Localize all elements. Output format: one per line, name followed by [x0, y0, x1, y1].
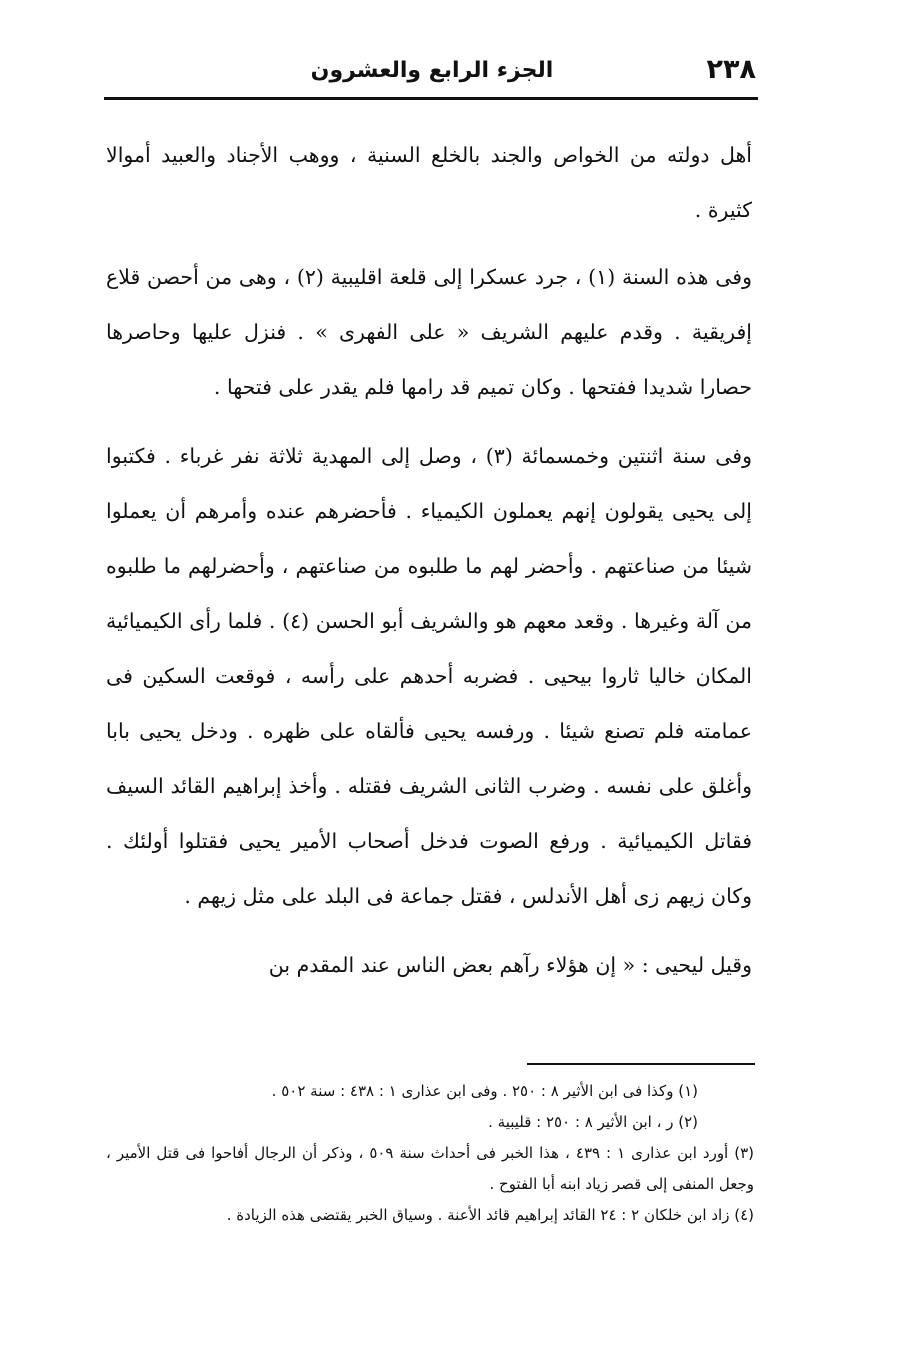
paragraph-1: أهل دولته من الخواص والجند بالخلع السنية ، ووهب الأجناد والعبيد أموالا كثيرة . [106, 143, 752, 222]
footnote-4: (٤) زاد ابن خلكان ٢ : ٢٤ القائد إبراهيم قائد الأعنة . وسياق الخبر يقتضى هذه الزيادة . [226, 1206, 754, 1224]
footnotes [106, 1076, 754, 1231]
body-text [106, 128, 752, 993]
footnote-rule [527, 1063, 755, 1065]
paragraph-3: وفى سنة اثنتين وخمسمائة (٣) ، وصل إلى المهدية ثلاثة نفر غرباء . فكتبوا إلى يحيى يقولون إنهم يعملون الكيمياء . فأحضرهم عنده وأمرهم أن يعملوا شيئا من صناعتهم . وأحضر لهم ما طلبوه من صناعتهم ، وأحضرلهم ما طلبوه من آلة وغيرها . وقعد معهم هو والشريف أبو الحسن (٤) . فلما رأى الكيميائية المكان خاليا ثاروا بيحيى . فضربه أحدهم على رأسه ، فوقعت السكين فى عمامته فلم تصنع شيئا . ورفسه يحيى فألقاه على ظهره . ودخل يحيى بابا وأغلق على نفسه . وضرب الثانى الشريف فقتله . وأخذ إبراهيم القائد السيف فقاتل الكيميائية . ورفع الصوت فدخل أصحاب الأمير يحيى فقتلوا أولئك . وكان زيهم زى أهل الأندلس ، فقتل جماعة فى البلد على مثل زيهم . [106, 444, 752, 908]
page-number: ٢٣٨ [706, 54, 756, 85]
paragraph-4: وقيل ليحيى : « إن هؤلاء رآهم بعض الناس عند المقدم بن [268, 953, 752, 977]
paragraph-2: وفى هذه السنة (١) ، جرد عسكرا إلى قلعة اقليبية (٢) ، وهى من أحصن قلاع إفريقية . وقدم عليهم الشريف « على الفهرى » . فنزل عليها وحاصرها حصارا شديدا ففتحها . وكان تميم قد رامها فلم يقدر على فتحها . [106, 265, 752, 399]
header-rule [104, 97, 758, 100]
footnote-2: (٢) ر ، ابن الأثير ٨ : ٢٥٠ : قليبية . [488, 1113, 698, 1131]
footnote-1: (١) وكذا فى ابن الأثير ٨ : ٢٥٠ . وفى ابن عذارى ١ : ٤٣٨ : سنة ٥٠٢ . [271, 1082, 698, 1100]
page-header [108, 52, 756, 96]
running-title: الجزء الرابع والعشرون [310, 58, 554, 83]
footnote-3: (٣) أورد ابن عذارى ١ : ٤٣٩ ، هذا الخبر فى أحداث سنة ٥٠٩ ، وذكر أن الرجال أفاحوا فى قتل الأمير ، وجعل المنفى إلى قصر زياد ابنه أبا الفتوح . [106, 1144, 754, 1193]
